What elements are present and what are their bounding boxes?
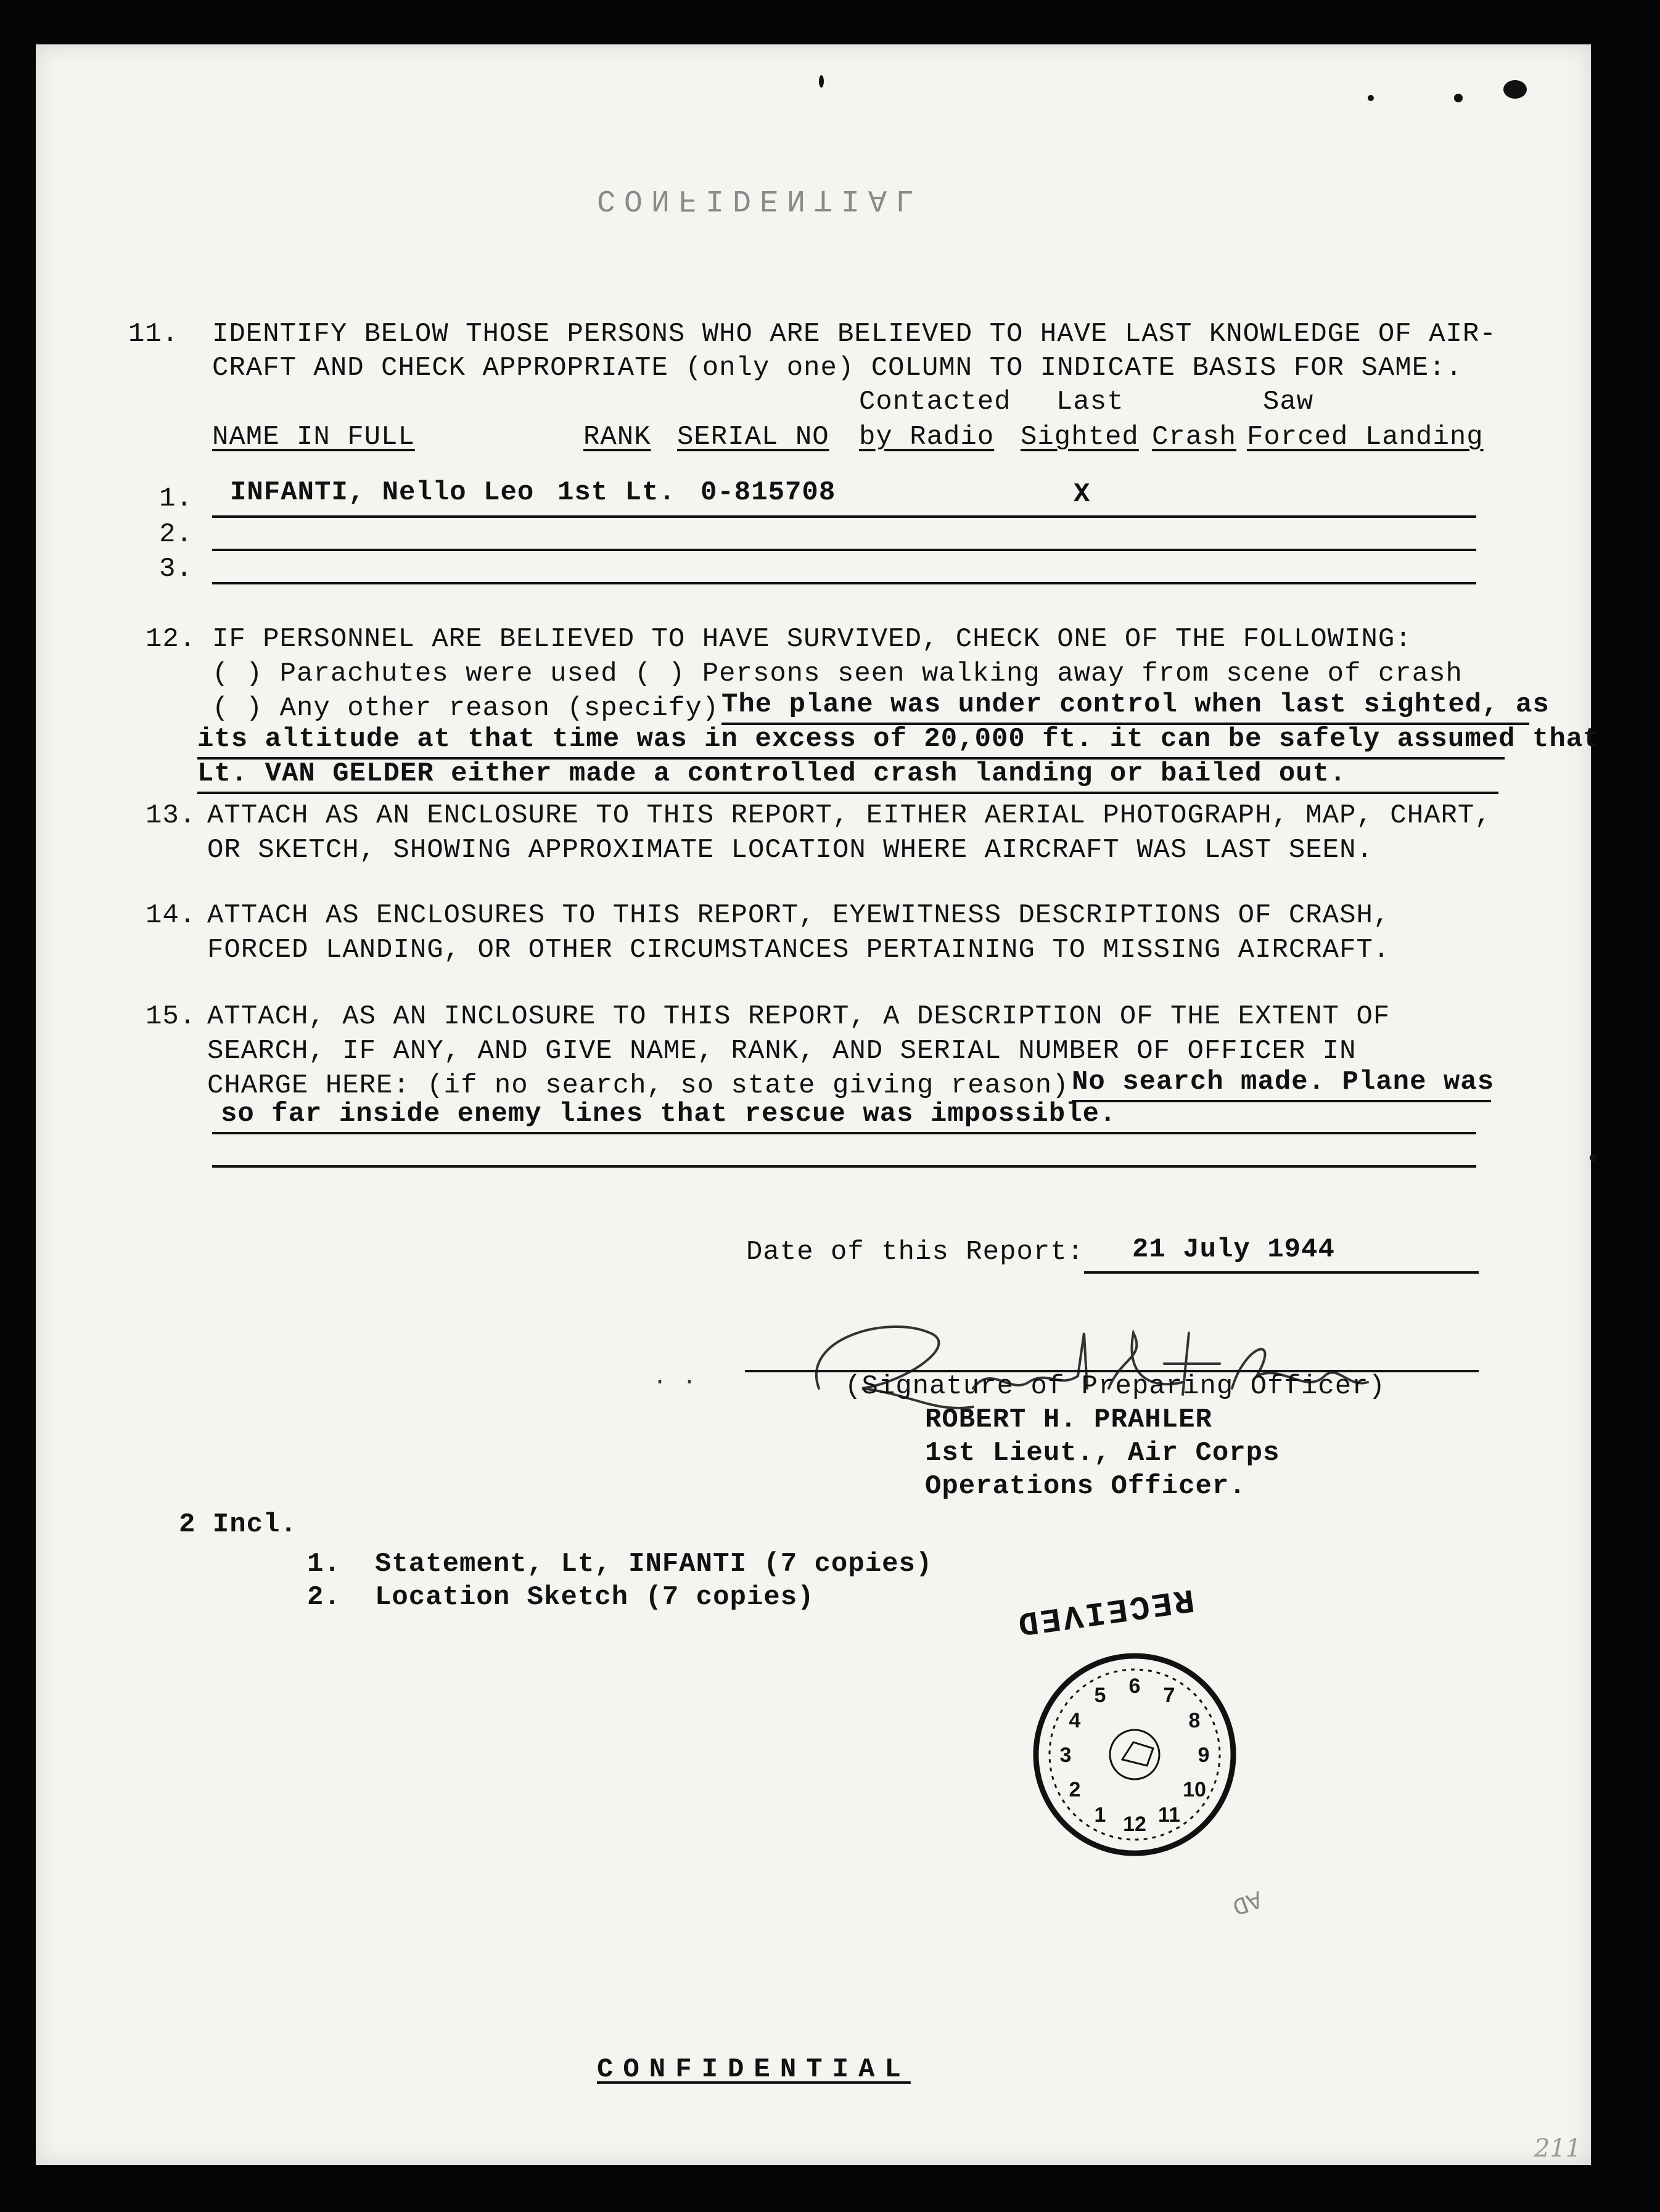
row1-rank: 1st Lt.	[557, 477, 676, 508]
stamp-clock-number: 12	[1123, 1813, 1146, 1836]
faint-classification-header: CONFIDENTIAL	[597, 181, 923, 216]
row1-number: 1.	[159, 483, 193, 514]
ink-speck	[1454, 94, 1463, 102]
row3-number: 3.	[159, 554, 193, 584]
inclosure-1-number: 1.	[307, 1549, 341, 1579]
column-top-last: Last	[1056, 387, 1124, 417]
stamp-clock-number: 5	[1094, 1684, 1106, 1707]
bottom-classification: CONFIDENTIAL	[597, 2054, 911, 2085]
inclosure-2-number: 2.	[307, 1582, 341, 1613]
item12-option-other: ( ) Any other reason (specify)	[212, 693, 720, 724]
signature-caption: (Signature of Preparing Officer)	[845, 1371, 1386, 1402]
column-header-sighted: Sighted	[1021, 422, 1139, 453]
stamp-clock-number: 1	[1094, 1803, 1106, 1827]
document-page	[36, 44, 1600, 2165]
page-mark: 211	[1534, 2134, 1582, 2163]
item11-number: 11.	[128, 319, 179, 350]
stamp-clock-number: 6	[1128, 1674, 1141, 1698]
officer-title: Operations Officer.	[925, 1471, 1246, 1502]
item14-line2: FORCED LANDING, OR OTHER CIRCUMSTANCES PERTAINING TO MISSING AIRCRAFT.	[207, 935, 1391, 965]
row1-name: INFANTI, Nello Leo	[230, 477, 535, 508]
item13-line2: OR SKETCH, SHOWING APPROXIMATE LOCATION WHERE AIRCRAFT WAS LAST SEEN.	[207, 835, 1373, 866]
date-label: Date of this Report:	[746, 1237, 1085, 1268]
stamp-clock-number: 11	[1158, 1803, 1180, 1827]
ink-speck	[1368, 95, 1374, 101]
item15-line3: CHARGE HERE: (if no search, so state giving reason)	[207, 1070, 1069, 1101]
date-value: 21 July 1944	[1132, 1234, 1335, 1265]
inclosure-1-text: Statement, Lt, INFANTI (7 copies)	[375, 1549, 933, 1579]
column-header-crash: Crash	[1152, 422, 1237, 453]
column-header-forced-landing: Forced Landing	[1247, 422, 1484, 453]
column-header-radio: by Radio	[859, 422, 995, 453]
column-header-name: NAME IN FULL	[212, 422, 415, 453]
item12-answer-line1: The plane was under control when last sighted, as	[721, 689, 1550, 720]
stamp-clock-number: 7	[1163, 1684, 1175, 1707]
officer-rank: 1st Lieut., Air Corps	[925, 1438, 1280, 1469]
row2-number: 2.	[159, 519, 193, 550]
officer-name: ROBERT H. PRAHLER	[925, 1404, 1212, 1435]
column-header-serial: SERIAL NO	[677, 422, 829, 453]
item15-number: 15.	[146, 1001, 197, 1032]
item12-answer-rule3	[197, 792, 1498, 794]
ink-speck	[819, 75, 824, 88]
row1-last-sighted-mark: X	[1074, 479, 1091, 510]
item13-line1: ATTACH AS AN ENCLOSURE TO THIS REPORT, EITHER AERIAL PHOTOGRAPH, MAP, CHART,	[207, 800, 1492, 831]
item15-answer-line2: so far inside enemy lines that rescue was impossible.	[221, 1099, 1117, 1129]
stamp-clock-number: 10	[1183, 1778, 1206, 1801]
stamp-clock-number: 3	[1059, 1743, 1072, 1767]
item15-answer-rule2	[212, 1132, 1476, 1134]
row3-rule	[212, 582, 1476, 584]
ink-speck	[1590, 1154, 1597, 1161]
item15-answer-line1: No search made. Plane was	[1072, 1067, 1495, 1097]
faint-stamp-mark: AD	[1228, 1883, 1266, 1920]
row1-serial: 0-815708	[701, 477, 836, 508]
ink-speck	[1503, 80, 1527, 99]
item12-number: 12.	[146, 624, 197, 655]
column-top-saw: Saw	[1263, 387, 1314, 417]
item15-answer-rule1	[1072, 1100, 1491, 1102]
item12-option-parachutes-walking: ( ) Parachutes were used ( ) Persons seen walking away from scene of crash	[212, 658, 1463, 689]
item15-line2: SEARCH, IF ANY, AND GIVE NAME, RANK, AND SERIAL NUMBER OF OFFICER IN	[207, 1036, 1357, 1067]
stamp-clock-number: 9	[1198, 1743, 1210, 1767]
stamp-clock-number: 4	[1069, 1709, 1081, 1732]
item12-line1: IF PERSONNEL ARE BELIEVED TO HAVE SURVIVED, CHECK ONE OF THE FOLLOWING:	[212, 624, 1412, 655]
stamp-clock-number: 2	[1069, 1778, 1081, 1801]
item11-line1: IDENTIFY BELOW THOSE PERSONS WHO ARE BELIEVED TO HAVE LAST KNOWLEDGE OF AIR-	[212, 319, 1497, 350]
row2-rule	[212, 549, 1476, 551]
received-stamp-text: RECEIVED	[1013, 1579, 1197, 1642]
item13-number: 13.	[146, 800, 197, 831]
item11-line2: CRAFT AND CHECK APPROPRIATE (only one) COLUMN TO INDICATE BASIS FOR SAME:.	[212, 353, 1463, 383]
signature-dots: . .	[652, 1364, 697, 1391]
date-rule	[1084, 1271, 1479, 1274]
item14-line1: ATTACH AS ENCLOSURES TO THIS REPORT, EYEWITNESS DESCRIPTIONS OF CRASH,	[207, 900, 1391, 931]
inclosures-header: 2 Incl.	[179, 1509, 297, 1540]
stamp-clock-number: 8	[1188, 1709, 1201, 1732]
inclosure-2-text: Location Sketch (7 copies)	[375, 1582, 815, 1613]
column-header-rank: RANK	[583, 422, 651, 453]
row1-rule	[212, 515, 1476, 518]
item12-answer-line3: Lt. VAN GELDER either made a controlled crash landing or bailed out.	[197, 758, 1347, 789]
item12-answer-line2: its altitude at that time was in excess of 20,000 ft. it can be safely assumed that	[197, 724, 1600, 755]
received-clock-stamp	[1030, 1650, 1239, 1859]
item15-line1: ATTACH, AS AN INCLOSURE TO THIS REPORT, A DESCRIPTION OF THE EXTENT OF	[207, 1001, 1391, 1032]
item14-number: 14.	[146, 900, 197, 931]
item15-answer-rule3	[212, 1165, 1476, 1168]
column-top-contacted: Contacted	[859, 387, 1011, 417]
